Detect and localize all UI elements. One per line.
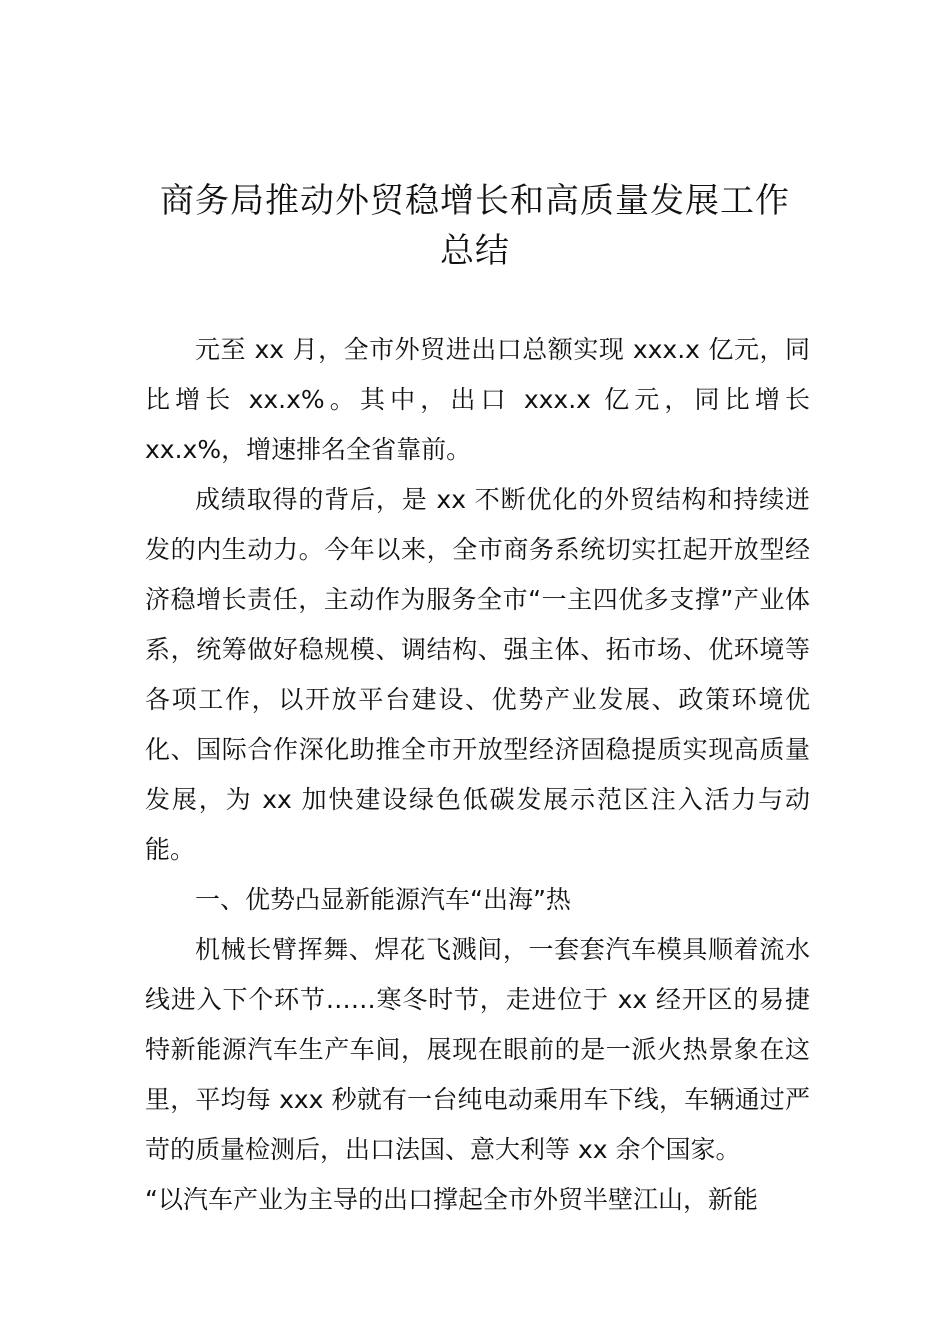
title-line-2: 总结 [440, 231, 510, 271]
document-title [140, 176, 810, 276]
paragraph-trade-summary: 元至 xx 月，全市外贸进出口总额实现 xxx.x 亿元，同比增长 xx.x%。其中，出口 xxx.x 亿元，同比增长 xx.x%，增速排名全省靠前。 [145, 335, 810, 464]
document-body [145, 325, 810, 1225]
paragraph-quote: “以汽车产业为主导的出口撑起全市外贸半壁江山，新能 [145, 1185, 758, 1214]
paragraph-achievements: 成绩取得的背后，是 xx 不断优化的外贸结构和持续迸发的内生动力。今年以来，全市商务系统切实扛起开放型经济稳增长责任，主动作为服务全市“一主四优多支撑”产业体系，统筹做好稳规模、调结构、强主体、拓市场、优环境等各项工作，以开放平台建设、优势产业发展、政策环境优化、国际合作深化助推全市开放型经济固稳提质实现高质量发展，为 xx 加快建设绿色低碳发展示范区注入活力与动能。 [145, 485, 810, 864]
paragraph-factory-scene: 机械长臂挥舞、焊花飞溅间，一套套汽车模具顺着流水线进入下个环节……寒冬时节，走进位于 xx 经开区的易捷特新能源汽车生产车间，展现在眼前的是一派火热景象在这里，平均每 xxx 秒就有一台纯电动乘用车下线，车辆通过严苛的质量检测后，出口法国、意大利等 xx 余个国家。 [145, 935, 810, 1164]
section-heading-new-energy-vehicles: 一、优势凸显新能源汽车“出海”热 [195, 885, 571, 914]
title-line-1: 商务局推动外贸稳增长和高质量发展工作 [160, 181, 790, 221]
